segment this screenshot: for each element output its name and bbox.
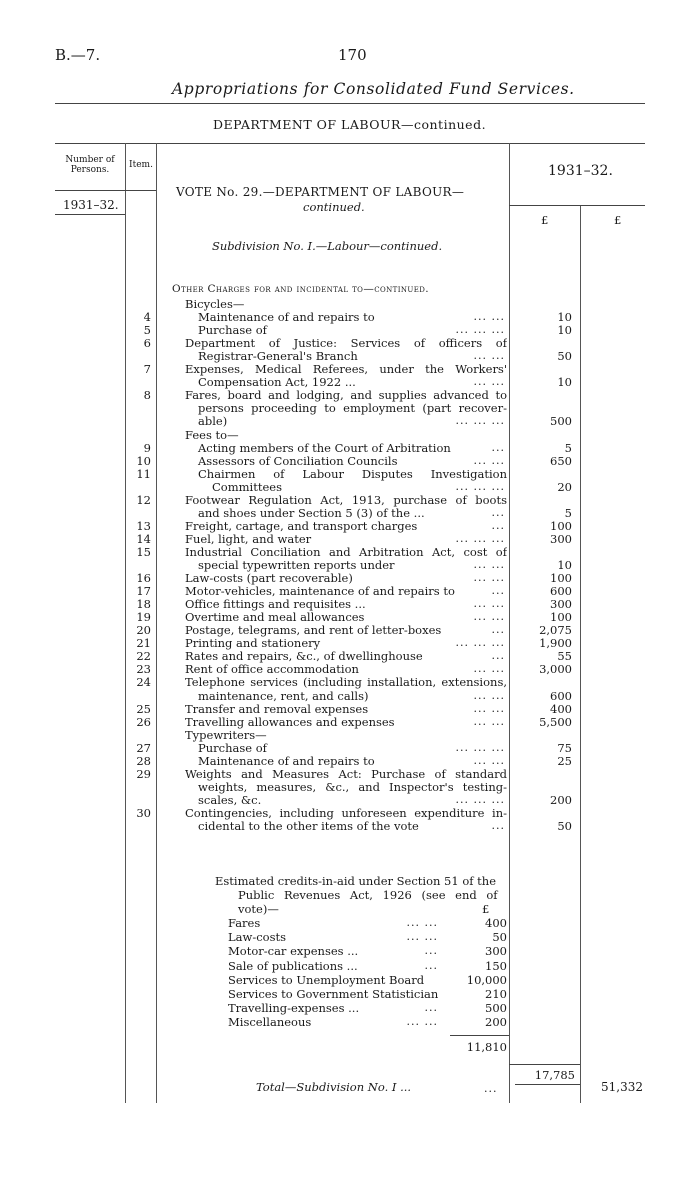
column-header-persons: Number of Persons. [65,155,115,175]
subtotal-rule [509,1064,580,1065]
line-item-text: Freight, cartage, and transport charges [185,518,418,533]
line-item-text: Telephone services (including installation, extensions, [185,675,507,690]
line-item-text: Chairmen of Labour Disputes Investigation [198,466,507,481]
leader-dots: ... [491,440,505,454]
leader-dots: ... ... ... [455,792,505,806]
line-item-text: Industrial Conciliation and Arbitration Act, cost of [185,544,507,559]
line-amount: 55 [557,649,572,664]
credit-label: Miscellaneous [228,1015,312,1030]
line-amount: 650 [550,453,572,468]
line-item-text: Travelling allowances and expenses [185,714,395,729]
line-item-text: Purchase of [198,323,267,338]
subdivision-heading: Subdivision No. I.—Labour—continued. [212,239,443,253]
vote-continued: continued. [303,200,365,214]
line-item-text: Compensation Act, 1922 ... [198,375,356,390]
column-rule-amount-mid [580,205,581,1103]
item-number: 25 [136,701,151,716]
pound-sign-col2: £ [614,213,622,227]
leader-dots: ... [491,623,505,637]
leader-dots: ... ... [473,375,505,389]
line-amount: 50 [557,819,572,833]
item-number: 5 [143,323,151,338]
line-amount: 500 [550,414,572,429]
department-heading: DEPARTMENT OF LABOUR—continued. [213,117,487,132]
credit-label: Sale of publications ... [228,958,358,973]
credit-label: Travelling-expenses ... [228,1001,360,1016]
credits-heading-3: vote)— [238,902,279,916]
credit-leader-dots: ... [424,958,438,972]
item-number: 6 [143,336,151,351]
credits-pound-sign: £ [482,902,490,916]
subtotal-col1: 17,785 [534,1068,575,1082]
line-item-text: Department of Justice: Services of officers of [185,336,507,351]
line-amount: 100 [550,571,572,586]
year-rule-right [509,205,645,206]
credit-amount: 210 [485,987,507,1001]
leader-dots: ... ... [473,610,505,624]
line-item-text: Purchase of [198,740,267,755]
line-amount: 100 [550,518,572,533]
line-item-text: persons proceeding to employment (part recover- [198,401,507,416]
total-label: Total—Subdivision No. I ... [256,1080,412,1094]
line-item-text: Motor-vehicles, maintenance of and repairs to [185,584,455,599]
line-item-text: Fuel, light, and water [185,531,312,546]
item-number: 12 [136,492,151,507]
title-rule [55,103,645,104]
line-item-text: scales, &c. [198,792,262,807]
line-item-text: Postage, telegrams, and rent of letter-boxes [185,623,442,638]
header-rule-left [55,190,156,191]
leader-dots: ... ... [473,558,505,571]
item-number: 10 [136,453,151,468]
item-number: 21 [136,636,151,651]
leader-dots: ... ... ... [455,323,505,337]
line-item-text: Rent of office accommodation [185,662,359,677]
credit-amount: 150 [485,958,507,973]
line-item-text: Acting members of the Court of Arbitration [198,440,451,455]
line-amount: 600 [550,584,572,599]
line-amount: 10 [557,310,572,325]
line-item-text: Assessors of Conciliation Councils [198,453,398,468]
leader-dots: ... ... ... [455,740,505,754]
line-item-text: Weights and Measures Act: Purchase of standard [185,766,507,781]
item-number: 15 [136,544,151,559]
table-top-rule [55,143,645,144]
line-amount: 10 [557,558,572,572]
item-number: 14 [136,531,151,546]
subtotal-rule-2 [515,1084,580,1085]
line-item-text: cidental to the other items of the vote [198,819,419,833]
credit-amount: 300 [485,944,507,959]
leader-dots: ... [491,505,505,519]
leader-dots: ... ... [473,571,505,585]
line-item-text: able) [198,414,228,429]
line-item-text: Footwear Regulation Act, 1913, purchase of boots [185,492,507,507]
credit-amount: 400 [485,916,507,930]
credit-leader-dots: ... [424,944,438,958]
leader-dots: ... [491,819,505,832]
item-number: 8 [143,388,151,403]
line-item-text: maintenance, rent, and calls) [198,688,369,703]
credit-label: Motor-car expenses ... [228,944,359,959]
other-charges-heading: Other Charges for and incidental to—continued. [172,283,429,295]
leader-dots: ... ... [473,714,505,728]
line-amount: 75 [557,740,572,755]
line-amount: 200 [550,792,572,807]
line-item-text: Fees to— [185,427,239,442]
credit-leader-dots: ... ... [406,916,438,929]
line-amount: 50 [557,349,572,364]
line-item-text: Expenses, Medical Referees, under the Workers' [185,362,507,377]
line-item-text: Maintenance of and repairs to [198,753,375,768]
item-number: 19 [136,610,151,625]
line-item-text: Overtime and meal allowances [185,610,365,625]
line-item-text: Registrar-General's Branch [198,349,358,364]
credit-leader-dots: ... ... [406,1015,438,1029]
item-number: 27 [136,740,151,755]
line-item-text: special typewritten reports under [198,558,395,572]
item-number: 13 [136,518,151,533]
credits-total-rule [450,1035,509,1036]
credit-label: Law-costs [228,930,287,945]
leader-dots: ... [491,649,505,663]
item-number: 20 [136,623,151,638]
credit-amount: 50 [492,930,507,945]
line-amount: 100 [550,610,572,625]
credit-label: Services to Unemployment Board [228,972,425,987]
item-number: 24 [136,675,151,690]
leader-dots: ... ... ... [455,636,505,650]
leader-dots: ... ... ... [455,531,505,545]
credit-amount: 500 [485,1001,507,1016]
line-item-text: weights, measures, &c., and Inspector's testing- [198,779,507,794]
leader-dots: ... ... ... [455,479,505,493]
line-amount: 5 [564,440,572,455]
item-number: 30 [136,805,151,820]
leader-dots: ... ... [473,453,505,467]
line-item-text: Fares, board and lodging, and supplies advanced to [185,388,507,403]
line-item-text: Bicycles— [185,297,245,311]
column-header-item: Item. [129,160,153,170]
leader-dots: ... ... [473,662,505,676]
item-number: 11 [136,466,151,481]
year-rule-left [55,214,125,215]
leader-dots: ... ... [473,349,505,363]
item-number: 29 [136,766,151,781]
line-amount: 20 [557,479,572,494]
item-number: 23 [136,662,151,677]
total-col2: 51,332 [601,1080,643,1094]
leader-dots: ... ... [473,701,505,715]
credit-amount: 200 [485,1015,507,1030]
line-item-text: Printing and stationery [185,636,321,651]
item-number: 7 [143,362,151,377]
item-number: 4 [143,310,151,325]
credit-label: Services to Government Statistician [228,987,439,1001]
credit-amount: 10,000 [466,972,507,987]
item-number: 9 [143,440,151,455]
leader-dots: ... ... [473,688,505,702]
page-number: 170 [338,46,367,64]
line-item-text: Contingencies, including unforeseen expenditure in- [185,805,507,820]
leader-dots: ... ... [473,753,505,767]
leader-dots: ... ... [473,310,505,324]
leader-dots: ... [491,518,505,532]
line-item-text: Typewriters— [185,727,267,742]
leader-dots: ... ... [473,597,505,611]
credit-leader-dots: ... ... [406,930,438,944]
line-item-text: and shoes under Section 5 (3) of the ... [198,505,425,520]
line-amount: 3,000 [539,662,572,677]
line-amount: 25 [557,753,572,768]
line-item-text: Office fittings and requisites ... [185,597,366,612]
document-reference: B.—7. [55,46,101,64]
item-number: 26 [136,714,151,729]
total-dots: ... [484,1082,498,1095]
line-item-text: Maintenance of and repairs to [198,310,375,325]
line-amount: 5,500 [539,714,572,729]
line-amount: 1,900 [539,636,572,651]
pound-sign-col1: £ [541,213,549,227]
item-number: 17 [136,584,151,599]
item-number: 18 [136,597,151,612]
credits-total: 11,810 [466,1040,507,1054]
line-item-text: Rates and repairs, &c., of dwellinghouse [185,649,423,664]
vote-title: VOTE No. 29.—DEPARTMENT OF LABOUR— [176,185,465,199]
leader-dots: ... ... ... [455,414,505,428]
column-rule-item [156,143,157,1103]
page-title: Appropriations for Consolidated Fund Services. [172,80,575,98]
credits-heading-2: Public Revenues Act, 1926 (see end of [238,888,498,902]
leader-dots: ... [491,584,505,598]
line-amount: 10 [557,323,572,338]
credit-label: Fares [228,916,261,930]
item-number: 16 [136,571,151,586]
item-number: 22 [136,649,151,664]
line-amount: 300 [550,597,572,612]
line-item-text: Law-costs (part recoverable) [185,571,353,586]
line-item-text: Transfer and removal expenses [185,701,369,716]
line-amount: 600 [550,688,572,703]
year-right: 1931–32. [548,163,613,179]
line-amount: 300 [550,531,572,546]
line-amount: 2,075 [539,623,572,638]
line-amount: 5 [564,505,572,520]
credits-heading-1: Estimated credits-in-aid under Section 51 of the [215,874,497,888]
line-amount: 10 [557,375,572,390]
line-item-text: Committees [212,479,282,494]
year-left: 1931–32. [63,198,119,212]
line-amount: 400 [550,701,572,716]
credit-leader-dots: ... [424,1001,438,1015]
item-number: 28 [136,753,151,768]
